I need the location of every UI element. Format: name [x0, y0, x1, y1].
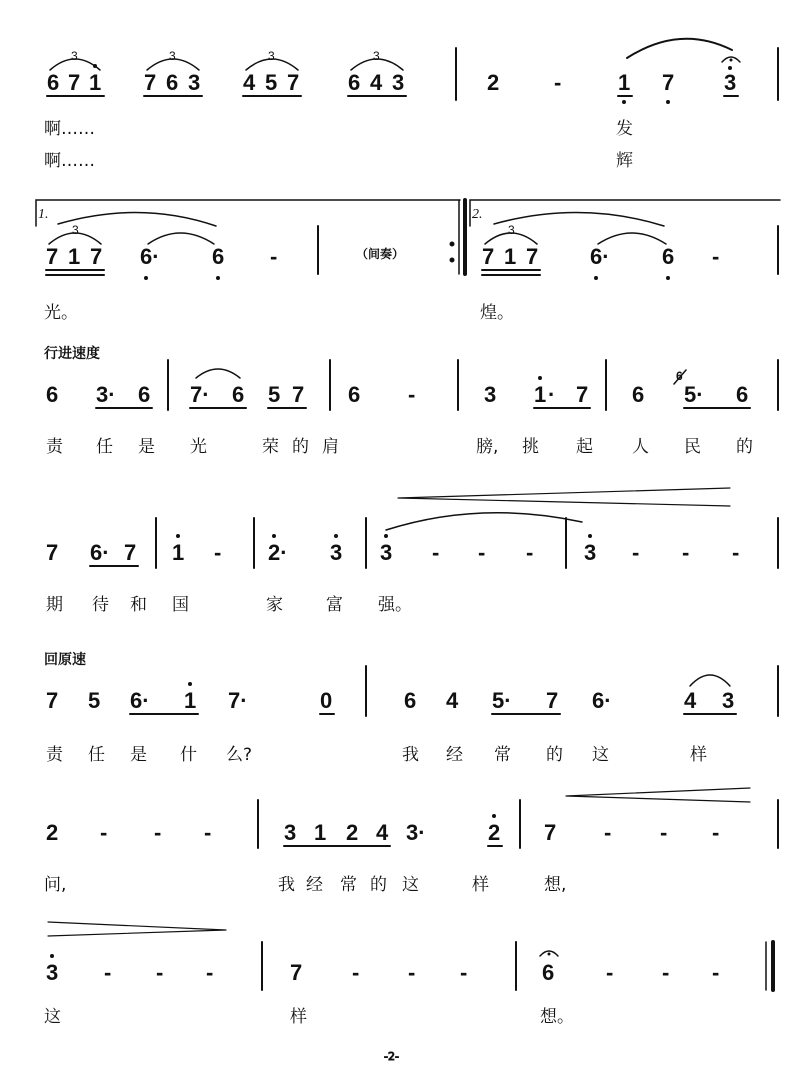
note: -: [156, 960, 164, 985]
lyric: 起: [576, 437, 593, 457]
note: 2: [488, 820, 501, 845]
lyric: 家: [266, 595, 283, 615]
lyric: 的: [736, 437, 753, 457]
note: 5: [265, 70, 278, 95]
tuplet-number: 3: [373, 49, 380, 63]
lyric: 煌。: [480, 303, 514, 323]
lyric: 强。: [378, 595, 412, 615]
lyric: 的: [370, 875, 387, 895]
note: 5: [88, 688, 101, 713]
note: 4: [243, 70, 256, 95]
note: 7: [90, 244, 103, 269]
note: 4: [446, 688, 459, 713]
system-4: [46, 488, 778, 615]
note: 1: [534, 382, 547, 407]
note: 6: [46, 382, 59, 407]
note: 0: [320, 688, 333, 713]
system-7: [44, 922, 773, 1027]
note: 6: [348, 70, 361, 95]
note: 6·: [90, 540, 110, 565]
note: 2: [46, 820, 59, 845]
note: 7: [290, 960, 303, 985]
note: -: [104, 960, 112, 985]
note: 3: [484, 382, 497, 407]
note: 1: [68, 244, 81, 269]
lyric: 我: [278, 875, 295, 895]
lyric: 啊……: [44, 151, 95, 171]
note: -: [204, 820, 212, 845]
note: -: [214, 540, 222, 565]
note: 7: [46, 244, 59, 269]
note: 3·: [96, 382, 116, 407]
note: -: [352, 960, 360, 985]
note: 7: [46, 540, 59, 565]
note: 3: [724, 70, 737, 95]
system-6: [44, 788, 778, 895]
note: -: [206, 960, 214, 985]
lyric: 人: [632, 437, 649, 457]
lyric: 责: [46, 745, 63, 765]
note: 3: [330, 540, 343, 565]
note: 5·: [684, 382, 704, 407]
lyric: 这: [402, 875, 419, 895]
note: 7: [68, 70, 81, 95]
note: -: [732, 540, 740, 565]
svg-text:6: 6: [676, 369, 683, 383]
note: -: [632, 540, 640, 565]
lyric: 这: [44, 1007, 61, 1027]
note: 3·: [406, 820, 426, 845]
note: -: [660, 820, 668, 845]
note: 7: [287, 70, 300, 95]
lyric: 啊……: [44, 119, 95, 139]
note: 6: [166, 70, 179, 95]
system-5: [44, 651, 778, 765]
lyric: 是: [130, 745, 147, 765]
lyric: 经: [306, 875, 323, 895]
note: 6: [348, 382, 361, 407]
page-number: -2-: [384, 1050, 399, 1063]
note: 6: [404, 688, 417, 713]
lyric: 待: [92, 595, 109, 615]
note: 6·: [592, 688, 612, 713]
lyric: 常: [340, 875, 357, 895]
note: 6: [736, 382, 749, 407]
lyric: 想。: [540, 1007, 574, 1027]
lyric: 这: [592, 745, 609, 765]
note: 7: [662, 70, 675, 95]
note: -: [712, 960, 720, 985]
volta-1-label: 1.: [38, 207, 49, 222]
note: 6: [212, 244, 225, 269]
lyric: 是: [138, 437, 155, 457]
note: 4: [370, 70, 383, 95]
note: -: [270, 244, 278, 269]
lyric: 任: [88, 745, 105, 765]
note: 7: [526, 244, 539, 269]
note: 2·: [268, 540, 288, 565]
note: 3: [46, 960, 59, 985]
note: 3: [284, 820, 297, 845]
lyric: 的: [546, 745, 563, 765]
note: 6: [47, 70, 60, 95]
note: 6: [632, 382, 645, 407]
note: 2: [346, 820, 359, 845]
note: 6: [662, 244, 675, 269]
system-1: [44, 39, 778, 171]
lyric: 我: [402, 745, 419, 765]
note: 5·: [492, 688, 512, 713]
note: -: [154, 820, 162, 845]
lyric: 任: [96, 437, 113, 457]
lyric: 荣: [262, 437, 279, 457]
lyric: 民: [684, 437, 701, 457]
lyric: 期: [46, 595, 63, 615]
system-3: [44, 345, 778, 457]
lyric: 光。: [44, 303, 78, 323]
note: 1: [618, 70, 631, 95]
system-2: [36, 200, 780, 323]
note: 3: [380, 540, 393, 565]
note: 7: [46, 688, 59, 713]
lyric: 样: [690, 745, 707, 765]
note: 2: [487, 70, 500, 95]
note: -: [526, 540, 534, 565]
note: 6: [232, 382, 245, 407]
note: 1: [89, 70, 102, 95]
note: 6·: [130, 688, 150, 713]
note: 7: [576, 382, 589, 407]
lyric: 发: [616, 119, 633, 139]
note: 1: [504, 244, 517, 269]
note: 6: [138, 382, 151, 407]
note: 4: [376, 820, 389, 845]
lyric: 常: [494, 745, 511, 765]
lyric: 富: [326, 595, 343, 615]
note: -: [432, 540, 440, 565]
note: 3: [392, 70, 405, 95]
note: 7: [544, 820, 557, 845]
note: 3: [188, 70, 201, 95]
note: 7: [292, 382, 305, 407]
note: 6·: [140, 244, 160, 269]
note: 3: [584, 540, 597, 565]
lyric: 的: [292, 437, 309, 457]
lyric: 么?: [226, 745, 253, 765]
note: -: [100, 820, 108, 845]
note: -: [460, 960, 468, 985]
note: -: [682, 540, 690, 565]
note: 6·: [590, 244, 610, 269]
lyric: 肩: [322, 437, 339, 457]
tempo-marking: 行进速度: [44, 346, 100, 362]
note: 7: [546, 688, 559, 713]
note: 4: [684, 688, 697, 713]
note: -: [604, 820, 612, 845]
note: ·: [548, 382, 556, 407]
interlude-label: （间奏）: [356, 247, 405, 261]
lyric: 光: [190, 437, 207, 457]
note: 7·: [190, 382, 210, 407]
note: 1: [172, 540, 185, 565]
note: 1: [184, 688, 197, 713]
lyric: 国: [172, 595, 189, 615]
lyric: 责: [46, 437, 63, 457]
note: 7: [124, 540, 137, 565]
lyric: 想,: [544, 875, 567, 895]
lyric: 问,: [44, 875, 67, 895]
tuplet-number: 3: [72, 223, 79, 237]
note: -: [408, 382, 416, 407]
tempo-marking: 回原速: [44, 652, 86, 668]
note: 6: [542, 960, 555, 985]
tuplet-number: 3: [268, 49, 275, 63]
note: -: [606, 960, 614, 985]
lyric: 样: [472, 875, 489, 895]
lyric: 和: [130, 595, 147, 615]
note: -: [478, 540, 486, 565]
lyric: 样: [290, 1007, 307, 1027]
volta-2-label: 2.: [472, 207, 483, 222]
lyric: 什: [180, 745, 197, 765]
note: 7·: [228, 688, 248, 713]
tuplet-number: 3: [169, 49, 176, 63]
note: -: [554, 70, 562, 95]
note: 7: [144, 70, 157, 95]
note: -: [662, 960, 670, 985]
lyric: 经: [446, 745, 463, 765]
tuplet-number: 3: [71, 49, 78, 63]
note: 5: [268, 382, 281, 407]
note: 3: [722, 688, 735, 713]
tuplet-number: 3: [508, 223, 515, 237]
lyric: 挑: [522, 437, 539, 457]
lyric: 膀,: [476, 437, 499, 457]
note: -: [712, 820, 720, 845]
note: 7: [482, 244, 495, 269]
note: -: [712, 244, 720, 269]
lyric: 辉: [616, 151, 633, 171]
note: 1: [314, 820, 327, 845]
note: -: [408, 960, 416, 985]
